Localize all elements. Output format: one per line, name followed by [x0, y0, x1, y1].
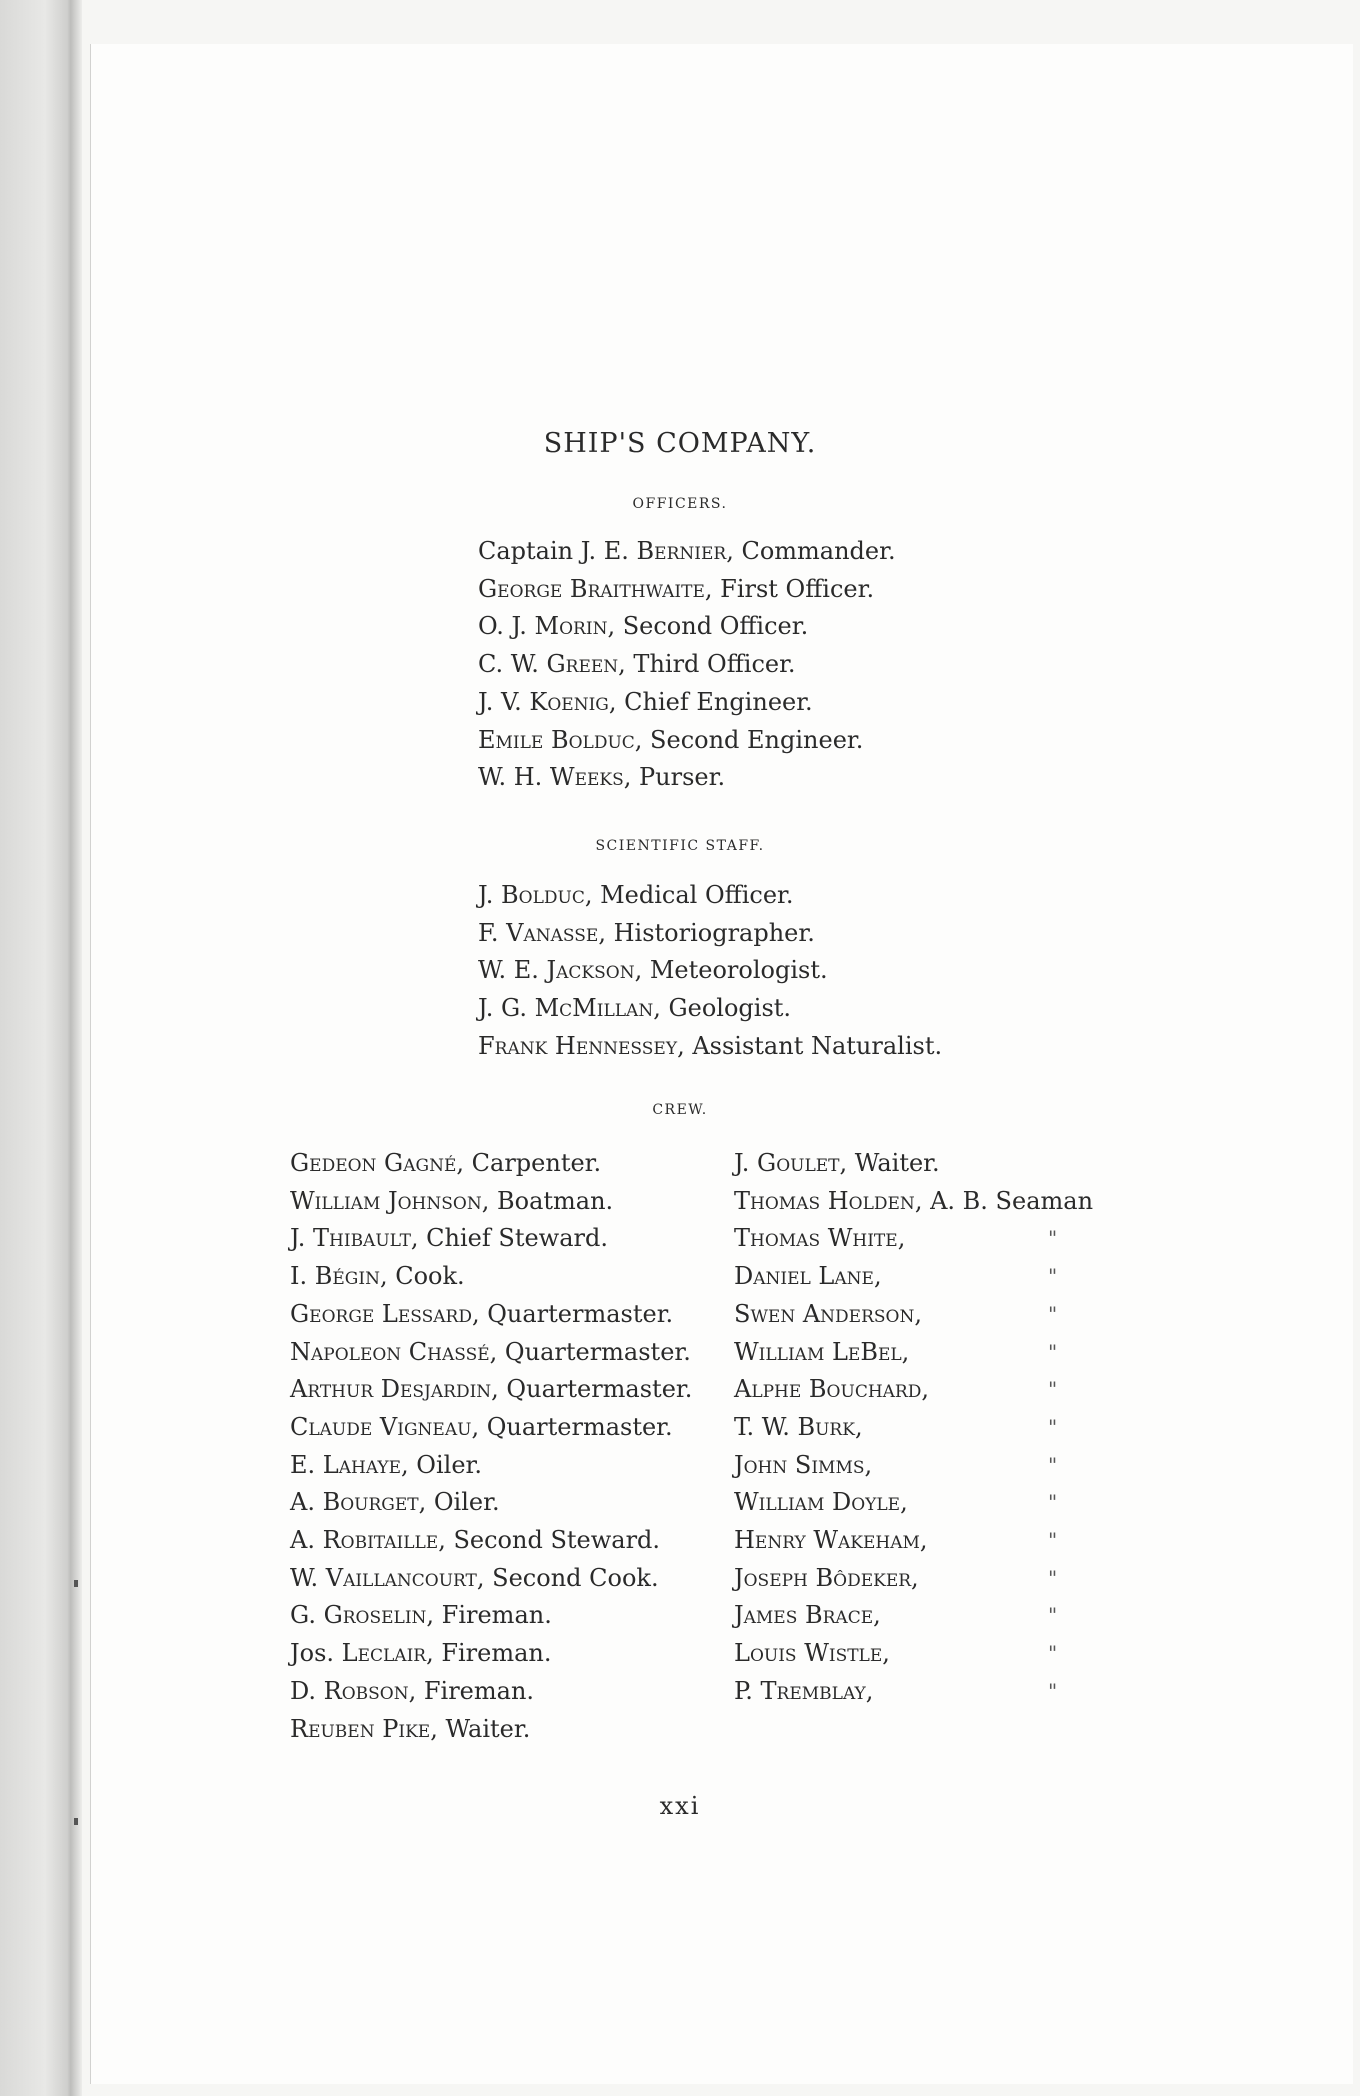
entry-role: , Fireman. [408, 1676, 535, 1705]
entry-role: , Medical Officer. [584, 881, 794, 909]
entry-role: , Second Officer. [607, 612, 809, 641]
staff-entry [478, 1031, 942, 1061]
entry-name: Alphe Bouchard [734, 1375, 922, 1404]
crew-entry [734, 1676, 873, 1706]
entry-prefix: J. [478, 881, 502, 909]
entry-role: , [864, 1450, 873, 1479]
crew-entry [290, 1676, 534, 1706]
entry-name: Daniel Lane [734, 1262, 874, 1291]
entry-name: Burk [797, 1412, 855, 1441]
entry-name: William Doyle [734, 1488, 901, 1517]
crew-entry [734, 1450, 872, 1480]
ditto-mark: " [1048, 1490, 1058, 1515]
page-number: xxi [659, 1792, 701, 1820]
entry-name: Frank Hennessey [478, 1031, 678, 1060]
crew-entry [734, 1412, 863, 1442]
entry-role: , [854, 1412, 863, 1441]
entry-prefix: A. [290, 1526, 323, 1554]
entry-prefix: T. W. [734, 1412, 798, 1441]
crew-entry [290, 1412, 673, 1442]
ditto-mark: " [1048, 1678, 1058, 1703]
entry-name: Goulet [757, 1149, 840, 1177]
entry-prefix: J. V. [478, 687, 530, 716]
entry-prefix: W. [290, 1563, 326, 1592]
entry-role: , Waiter. [430, 1714, 531, 1743]
officer-entry [478, 536, 896, 566]
entry-role: , Commander. [726, 537, 896, 565]
entry-role: , Chief Steward. [410, 1224, 608, 1253]
crew-entry [290, 1223, 608, 1253]
ditto-mark: " [1048, 1414, 1058, 1439]
entry-role: , [921, 1375, 930, 1404]
entry-name: George Lessard [290, 1299, 472, 1328]
entry-role: , Waiter. [839, 1149, 940, 1177]
crew-entry [734, 1186, 1093, 1216]
entry-prefix: G. [290, 1601, 324, 1630]
entry-name: Reuben Pike [290, 1714, 431, 1743]
entry-prefix: J. [734, 1149, 758, 1177]
crew-entry [290, 1374, 692, 1404]
entry-prefix: D. [290, 1676, 324, 1705]
entry-role: , Carpenter. [456, 1149, 602, 1177]
entry-role: , Geologist. [653, 994, 792, 1023]
entry-name: Vanasse [506, 918, 599, 947]
entry-name: Louis Wistle [734, 1639, 883, 1668]
staff-entry [478, 918, 815, 948]
crew-entry [290, 1563, 659, 1593]
crew-entry [290, 1638, 552, 1668]
ditto-mark: " [1048, 1603, 1058, 1628]
entry-name: Arthur Desjardin [290, 1375, 492, 1404]
entry-name: William LeBel [734, 1337, 902, 1366]
ditto-mark: " [1048, 1565, 1058, 1590]
crew-entry [734, 1374, 929, 1404]
entry-role: , Boatman. [481, 1186, 614, 1215]
ditto-mark: " [1048, 1301, 1058, 1326]
entry-name: Thibault [313, 1224, 411, 1253]
ditto-mark: " [1048, 1528, 1058, 1552]
ditto-mark: " [1048, 1377, 1058, 1402]
ditto-mark: " [1048, 1641, 1058, 1666]
crew-entry [290, 1525, 660, 1555]
entry-prefix: W. E. [478, 956, 547, 985]
entry-role: , [914, 1299, 922, 1328]
staff-entry [478, 955, 828, 985]
margin-mark [74, 1580, 78, 1587]
entry-name: Bourget [322, 1488, 419, 1517]
officer-entry [478, 649, 796, 679]
crew-entry [290, 1337, 691, 1367]
entry-name: William Johnson [290, 1186, 482, 1215]
entry-name: Bolduc [501, 881, 585, 909]
entry-name: Green [546, 650, 619, 679]
entry-prefix: J. [290, 1224, 314, 1253]
crew-entry [290, 1261, 465, 1291]
crew-entry [734, 1525, 928, 1555]
ditto-mark: " [1048, 1226, 1058, 1251]
entry-role: , Meteorologist. [634, 956, 828, 985]
crew-entry [290, 1299, 673, 1329]
ditto-mark: " [1048, 1452, 1058, 1477]
entry-name: Swen Anderson [734, 1299, 915, 1328]
entry-prefix: Captain J. E. [478, 537, 637, 565]
crew-entry [290, 1600, 552, 1630]
entry-role: , [919, 1526, 928, 1554]
book-page [90, 44, 1353, 2084]
crew-entry [734, 1337, 909, 1367]
officer-entry [478, 762, 725, 792]
crew-entry [734, 1148, 940, 1178]
entry-name: James Brace [734, 1601, 874, 1630]
officer-entry [478, 687, 813, 717]
entry-role: , Quartermaster. [471, 1412, 673, 1441]
officer-entry [478, 611, 808, 641]
page-title: SHIP'S COMPANY. [543, 428, 817, 459]
entry-prefix: Jos. [290, 1639, 342, 1668]
entry-role: , [901, 1337, 910, 1366]
entry-role: , Historiographer. [598, 918, 815, 947]
entry-name: Morin [534, 612, 608, 641]
entry-name: Thomas Holden [734, 1186, 915, 1215]
entry-name: Henry Wakeham [734, 1526, 920, 1554]
entry-name: McMillan [534, 994, 654, 1023]
entry-name: Robitaille [322, 1526, 439, 1554]
entry-name: Lahaye [322, 1450, 402, 1479]
entry-role: , First Officer. [704, 574, 875, 603]
crew-entry [734, 1261, 882, 1291]
entry-name: Groselin [323, 1601, 427, 1630]
crew-entry [734, 1638, 890, 1668]
entry-role: , [873, 1262, 882, 1291]
entry-role: , [873, 1601, 881, 1630]
entry-prefix: I. [290, 1262, 315, 1291]
entry-name: Gedeon Gagné [290, 1149, 457, 1177]
entry-name: Robson [323, 1676, 409, 1705]
entry-name: Bernier [636, 537, 727, 565]
crew-entry [290, 1148, 601, 1178]
crew-entry [290, 1186, 613, 1216]
officer-entry [478, 725, 863, 755]
entry-role: , Quartermaster. [491, 1375, 693, 1404]
entry-role: , Purser. [623, 763, 726, 792]
entry-name: Emile Bolduc [478, 725, 635, 754]
entry-name: Claude Vigneau [290, 1412, 472, 1441]
crew-entry [734, 1299, 922, 1329]
book-binding-edge [0, 0, 82, 2096]
ditto-mark: " [1048, 1264, 1058, 1289]
entry-role: , Second Steward. [438, 1526, 661, 1554]
entry-name: Vaillancourt [325, 1563, 477, 1592]
entry-name: Joseph Bôdeker [734, 1563, 912, 1592]
crew-entry [290, 1714, 530, 1744]
entry-role: , [900, 1488, 908, 1517]
entry-prefix: C. W. [478, 650, 547, 679]
officer-entry [478, 574, 874, 604]
entry-name: Tremblay [760, 1676, 866, 1705]
entry-name: Weeks [549, 763, 624, 792]
crew-entry [290, 1450, 482, 1480]
entry-role: , Quartermaster. [489, 1337, 691, 1366]
entry-role: , Fireman. [426, 1639, 552, 1668]
entry-prefix: A. [290, 1488, 323, 1517]
entry-name: Jackson [546, 956, 635, 985]
entry-role: , [897, 1224, 906, 1253]
officers-heading: OFFICERS. [632, 496, 728, 512]
entry-role: , Fireman. [426, 1601, 552, 1630]
entry-role: , [882, 1639, 890, 1668]
entry-name: George Braithwaite [478, 574, 705, 603]
entry-role: , A. B. Seaman [914, 1186, 1094, 1215]
entry-role: , Chief Engineer. [608, 687, 813, 716]
ditto-mark: " [1048, 1339, 1058, 1364]
crew-entry [734, 1600, 881, 1630]
entry-prefix: O. J. [478, 612, 535, 641]
entry-role: , Quartermaster. [471, 1299, 674, 1328]
crew-heading: CREW. [652, 1102, 708, 1118]
entry-role: , Cook. [379, 1262, 465, 1291]
entry-prefix: P. [734, 1676, 761, 1705]
crew-entry [734, 1563, 919, 1593]
entry-prefix: J. G. [478, 994, 535, 1023]
entry-role: , Oiler. [418, 1488, 500, 1517]
entry-prefix: F. [478, 918, 507, 947]
entry-name: Napoleon Chassé [290, 1337, 490, 1366]
entry-name: Thomas White [734, 1224, 898, 1253]
entry-role: , [911, 1563, 919, 1592]
entry-prefix: W. H. [478, 763, 550, 792]
entry-name: Bégin [314, 1262, 380, 1291]
crew-entry [734, 1223, 905, 1253]
entry-role: , Second Engineer. [634, 725, 864, 754]
entry-name: Koenig [529, 687, 609, 716]
entry-role: , Oiler. [401, 1450, 482, 1479]
staff-entry [478, 993, 791, 1023]
crew-entry [734, 1487, 908, 1517]
entry-name: John Simms [734, 1450, 865, 1479]
entry-name: Leclair [341, 1639, 427, 1668]
entry-role: , Second Cook. [476, 1563, 659, 1592]
entry-role: , Third Officer. [618, 650, 796, 679]
scientific-staff-heading: SCIENTIFIC STAFF. [595, 838, 765, 854]
entry-role: , Assistant Naturalist. [677, 1031, 943, 1060]
crew-entry [290, 1487, 500, 1517]
staff-entry [478, 880, 793, 910]
entry-prefix: E. [290, 1450, 323, 1479]
entry-role: , [865, 1676, 874, 1705]
